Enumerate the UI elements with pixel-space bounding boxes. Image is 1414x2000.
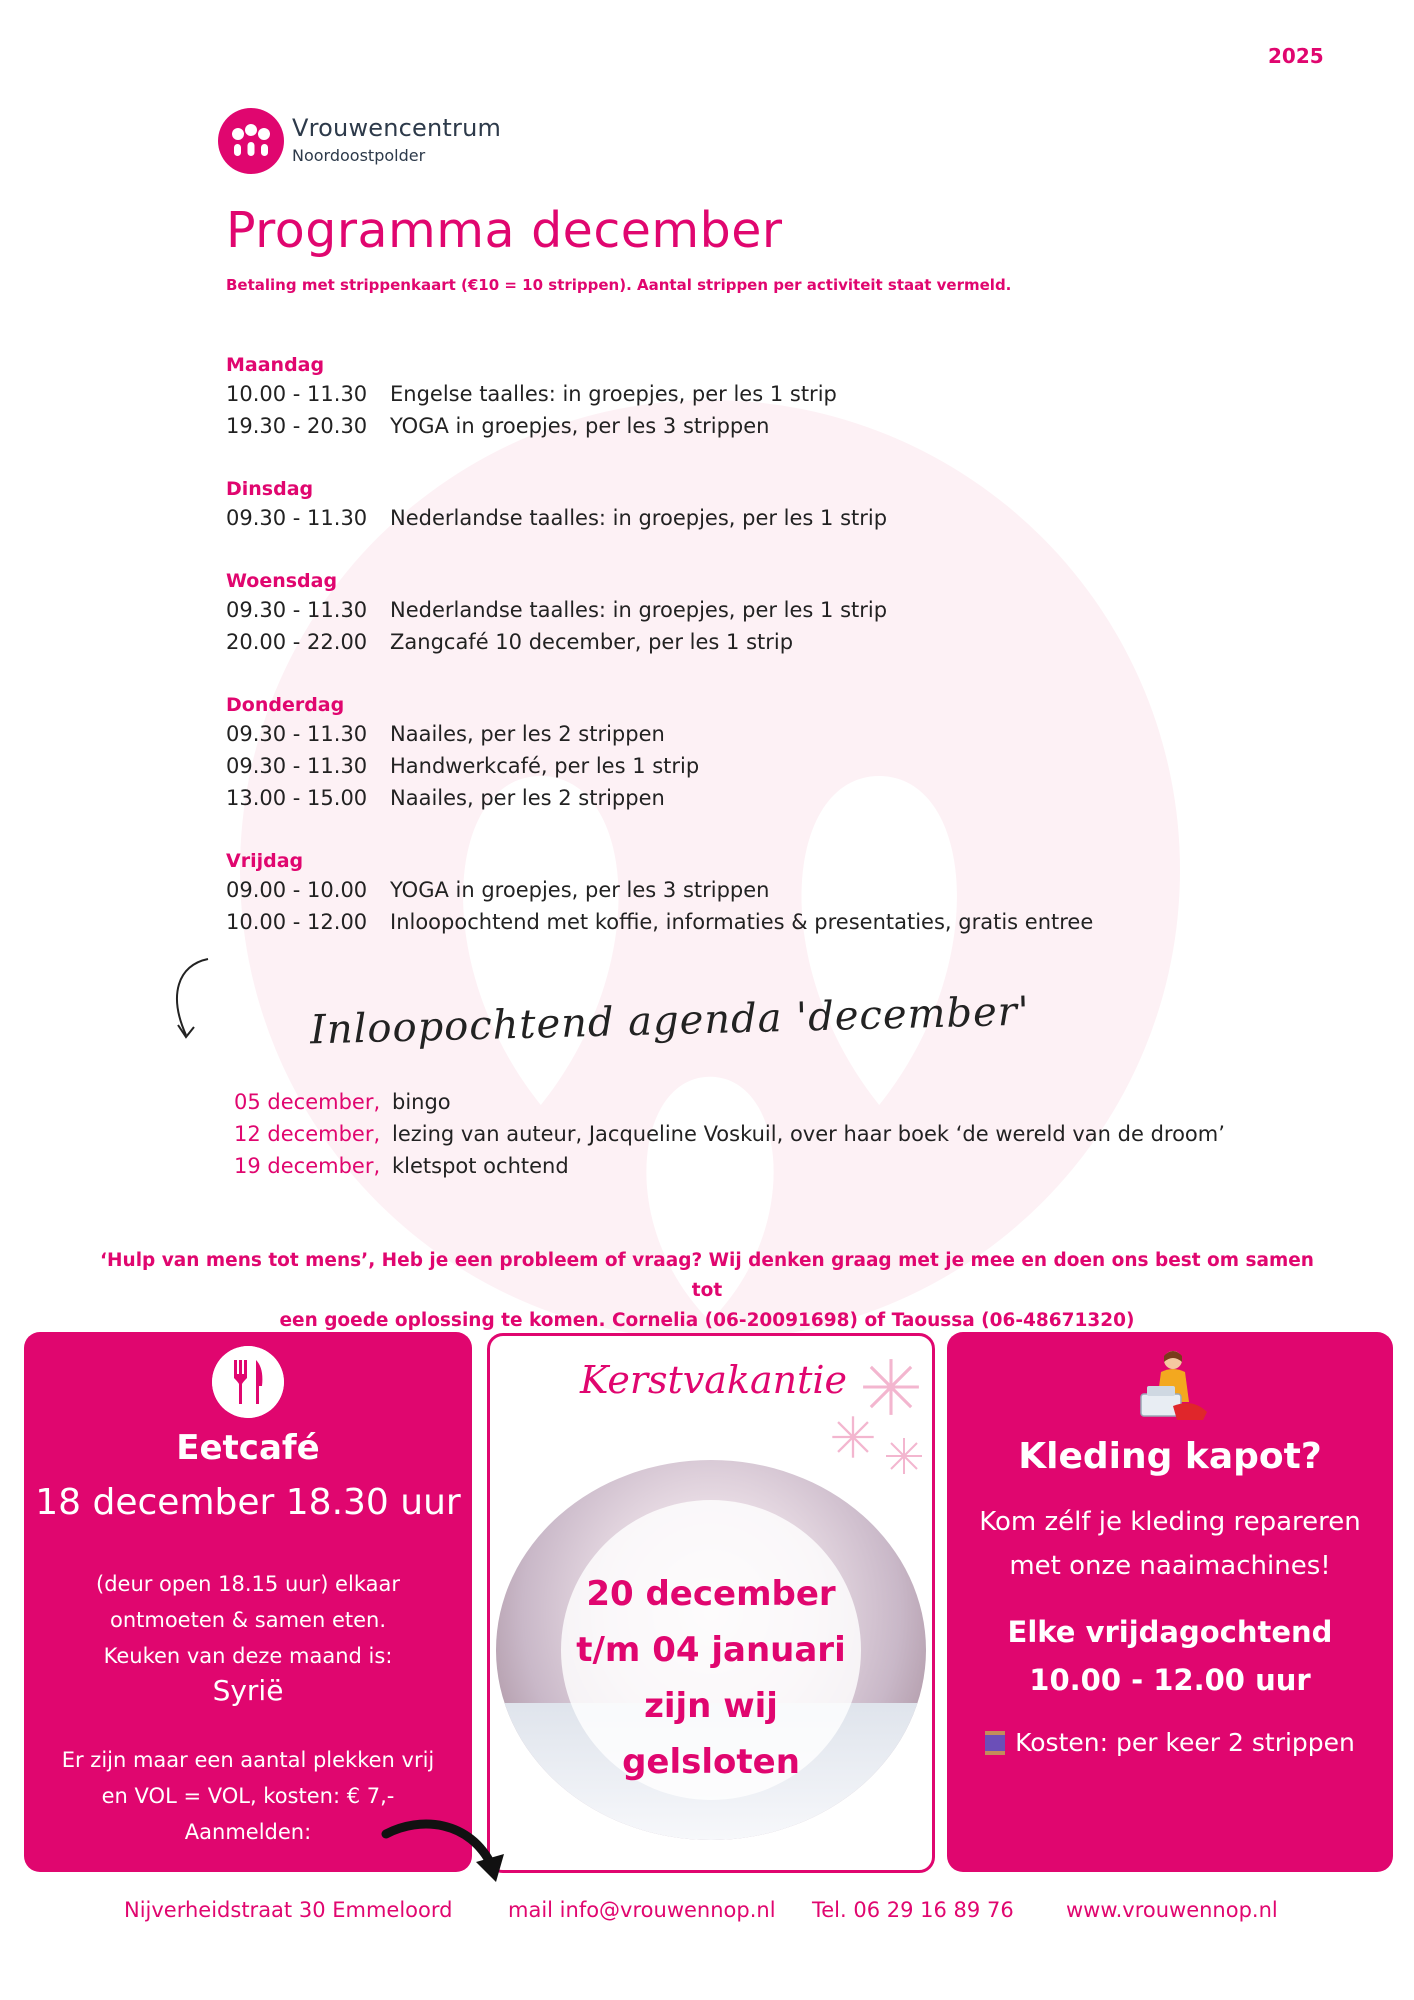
help-line: een goede oplossing te komen. Cornelia (06-20091698) of Taoussa (06-48671320)	[279, 1310, 1135, 1331]
row-time: 20.00 - 22.00	[226, 630, 368, 654]
kleding-description	[967, 1500, 1373, 1588]
thread-spool-icon	[985, 1731, 1005, 1755]
note-line: en VOL = VOL, kosten: € 7,-	[101, 1784, 395, 1808]
day-name: Donderdag	[226, 694, 345, 716]
schedule-row	[226, 594, 1226, 626]
row-activity: Nederlandse taalles: in groepjes, per les 1 strip	[390, 506, 888, 530]
row-activity: Nederlandse taalles: in groepjes, per les 1 strip	[390, 598, 888, 622]
day-name: Dinsdag	[226, 478, 314, 500]
row-time: 19.30 - 20.30	[226, 414, 368, 438]
eetcafe-date: 18 december 18.30 uur	[35, 1482, 461, 1523]
row-activity: Zangcafé 10 december, per les 1 strip	[390, 630, 794, 654]
day-name: Vrijdag	[226, 850, 304, 872]
row-activity: Naailes, per les 2 strippen	[390, 722, 665, 746]
kleding-cost	[947, 1728, 1393, 1757]
kleding-title: Kleding kapot?	[1018, 1436, 1322, 1477]
kerst-line: zijn wij	[644, 1686, 778, 1726]
agenda-text: kletspot ochtend	[392, 1154, 569, 1178]
row-time: 09.30 - 11.30	[226, 722, 368, 746]
agenda-item	[234, 1150, 1225, 1182]
eetcafe-country: Syrië	[212, 1674, 284, 1707]
kleding-when	[947, 1608, 1393, 1704]
snowflake-icon	[860, 1356, 922, 1418]
row-activity: Naailes, per les 2 strippen	[390, 786, 665, 810]
schedule-row	[226, 410, 1226, 442]
kerst-line: t/m 04 januari	[576, 1630, 846, 1670]
kerst-line: gelsloten	[622, 1742, 800, 1782]
schedule-day	[226, 352, 1226, 442]
eetcafe-title: Eetcafé	[176, 1428, 320, 1468]
weekly-schedule	[226, 352, 1226, 972]
kerst-closed-text	[490, 1566, 932, 1790]
row-activity: Handwerkcafé, per les 1 strip	[390, 754, 700, 778]
desc-line: met onze naaimachines!	[1009, 1551, 1331, 1581]
help-line: ‘Hulp van mens tot mens’, Heb je een probleem of vraag? Wij denken graag met je mee en doen ons best om samen tot	[100, 1250, 1314, 1301]
logo-name: Vrouwencentrum	[292, 114, 502, 142]
footer-phone[interactable]: Tel. 06 29 16 89 76	[812, 1898, 1014, 1922]
row-time: 09.00 - 10.00	[226, 878, 368, 902]
logo-mark-icon	[218, 108, 284, 174]
kerstvakantie-card	[487, 1333, 935, 1873]
desc-line: Kom zélf je kleding repareren	[979, 1507, 1361, 1537]
eetcafe-description	[54, 1566, 442, 1674]
row-activity: YOGA in groepjes, per les 3 strippen	[390, 414, 770, 438]
row-activity: Engelse taalles: in groepjes, per les 1 strip	[390, 382, 837, 406]
schedule-day	[226, 848, 1226, 938]
footer-mail-link[interactable]: mail info@vrouwennop.nl	[508, 1898, 776, 1922]
agenda-item	[234, 1118, 1225, 1150]
day-name: Woensdag	[226, 570, 338, 592]
schedule-row	[226, 626, 1226, 658]
note-line: Aanmelden:	[184, 1820, 312, 1844]
agenda-text: lezing van auteur, Jacqueline Voskuil, over haar boek ‘de wereld van de droom’	[392, 1122, 1225, 1146]
desc-line: ontmoeten & samen eten.	[109, 1608, 387, 1632]
day-name: Maandag	[226, 354, 325, 376]
footer-address: Nijverheidstraat 30 Emmeloord	[124, 1898, 453, 1922]
agenda-text: bingo	[392, 1090, 451, 1114]
when-line: Elke vrijdagochtend	[1007, 1615, 1333, 1649]
schedule-row	[226, 750, 1226, 782]
footer-website-link[interactable]: www.vrouwennop.nl	[1066, 1898, 1278, 1922]
logo	[218, 108, 508, 174]
sewing-machine-icon	[1133, 1346, 1213, 1426]
agenda-date: 19 december,	[234, 1154, 381, 1178]
note-line: Er zijn maar een aantal plekken vrij	[61, 1748, 435, 1772]
kerst-line: 20 december	[586, 1574, 836, 1614]
snowflake-icon	[884, 1436, 924, 1476]
curved-arrow-icon	[168, 955, 228, 1045]
row-time: 13.00 - 15.00	[226, 786, 368, 810]
kerst-title: Kerstvakantie	[580, 1358, 847, 1402]
row-activity: YOGA in groepjes, per les 3 strippen	[390, 878, 770, 902]
row-time: 10.00 - 12.00	[226, 910, 368, 934]
schedule-row	[226, 906, 1226, 938]
agenda-item	[234, 1086, 1225, 1118]
schedule-row	[226, 874, 1226, 906]
row-activity: Inloopochtend met koffie, informaties & presentaties, gratis entree	[390, 910, 1094, 934]
schedule-row	[226, 378, 1226, 410]
logo-subtitle: Noordoostpolder	[292, 146, 426, 165]
desc-line: Keuken van deze maand is:	[103, 1644, 393, 1668]
footer-contact	[0, 1898, 1414, 1928]
agenda-date: 05 december,	[234, 1090, 381, 1114]
schedule-row	[226, 718, 1226, 750]
kleding-card	[947, 1332, 1393, 1872]
fork-knife-icon	[212, 1346, 284, 1418]
year-label: 2025	[1268, 44, 1324, 68]
cost-text: Kosten: per keer 2 strippen	[1015, 1728, 1355, 1757]
schedule-day	[226, 568, 1226, 658]
schedule-day	[226, 476, 1226, 534]
help-text	[90, 1246, 1324, 1336]
snowflake-icon	[830, 1414, 876, 1460]
curved-arrow-icon	[380, 1816, 510, 1888]
payment-note: Betaling met strippenkaart (€10 = 10 strippen). Aantal strippen per activiteit staat vermeld.	[226, 276, 1012, 294]
row-time: 09.30 - 11.30	[226, 754, 368, 778]
agenda-date: 12 december,	[234, 1122, 381, 1146]
eetcafe-card	[24, 1332, 472, 1872]
page-title: Programma december	[226, 202, 783, 259]
row-time: 10.00 - 11.30	[226, 382, 368, 406]
when-line: 10.00 - 12.00 uur	[1029, 1663, 1311, 1697]
row-time: 09.30 - 11.30	[226, 506, 368, 530]
schedule-row	[226, 782, 1226, 814]
inloop-agenda-title: Inloopochtend agenda 'december'	[309, 988, 1031, 1054]
schedule-day	[226, 692, 1226, 814]
inloop-agenda	[234, 1086, 1225, 1182]
desc-line: (deur open 18.15 uur) elkaar	[96, 1572, 400, 1596]
row-time: 09.30 - 11.30	[226, 598, 368, 622]
schedule-row	[226, 502, 1226, 534]
